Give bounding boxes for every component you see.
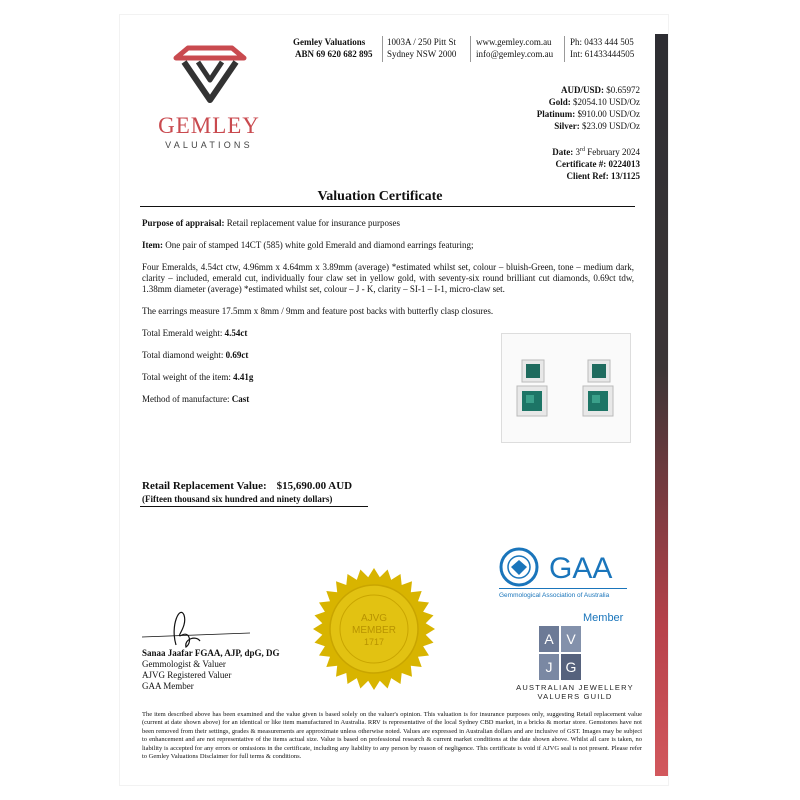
rate-platinum: Platinum: $910.00 USD/Oz [536, 109, 640, 119]
cert-number: Certificate #: 0224013 [555, 159, 640, 169]
header-phone [570, 36, 634, 60]
header-divider [382, 36, 383, 62]
email: info@gemley.com.au [476, 49, 554, 59]
spec-manufacture-method: Method of manufacture: Cast [142, 394, 250, 404]
signature-scribble-icon [140, 605, 260, 650]
logo-name: GEMLEY [158, 113, 260, 138]
header-web [476, 36, 553, 60]
signer-block [142, 648, 280, 692]
address-line-2: Sydney NSW 2000 [387, 49, 457, 59]
spec-emerald-weight: Total Emerald weight: 4.54ct [142, 328, 248, 338]
purpose-line: Purpose of appraisal: Retail replacement value for insurance purposes [142, 218, 400, 228]
signer-name: Sanaa Jaafar FGAA, AJP, dpG, DG [142, 648, 280, 658]
svg-text:G: G [565, 659, 577, 675]
item-description: Four Emeralds, 4.54ct ctw, 4.96mm x 4.64mm x 3.89mm (average) *estimated whilst set, colour – bluish-Green, tone – medium dark, clarity – included, emerald cut, individually four claw set in yellow gold, with seventy-six round brilliant cut diamonds, 0.69ct tdw, 1.38mm diameter (average) *estimated whilst set, colour – J - K, clarity – SI-1 – I-1, micro-claw set. [142, 262, 634, 294]
signer-title-3: GAA Member [142, 681, 194, 691]
header-divider [564, 36, 565, 62]
svg-text:A: A [544, 631, 554, 647]
title-rule [140, 206, 635, 207]
gaa-full-name: Gemmological Association of Australia [499, 592, 610, 599]
page-title: Valuation Certificate [317, 189, 443, 204]
ajvg-name-line-2: VALUERS GUILD [537, 692, 613, 701]
website: www.gemley.com.au [476, 37, 552, 47]
signer-title-2: AJVG Registered Valuer [142, 670, 232, 680]
metal-rates [537, 84, 640, 132]
client-ref: Client Ref: 13/1125 [566, 171, 640, 181]
rate-aud: AUD/USD: $0.65972 [560, 85, 640, 95]
retail-value-words: (Fifteen thousand six hundred and ninety dollars) [142, 494, 333, 504]
gaa-logo [497, 547, 545, 592]
seal-icon [312, 567, 436, 691]
ajvg-name-line-1: AUSTRALIAN JEWELLERY [516, 683, 634, 692]
gaa-member-label: Member [583, 612, 624, 624]
earrings-image [502, 334, 630, 442]
rate-gold: Gold: $2054.10 USD/Oz [548, 97, 640, 107]
header-company [293, 36, 373, 60]
svg-text:J: J [545, 659, 553, 675]
earrings-photo [501, 333, 631, 443]
disclaimer: The item described above has been examined and the value given is based solely on the valuer's opinion. This valuation is for insurance purposes only, suggesting Retail replacement value (current at date shown above) for an identical or like item manufactured in Australia. RRV is representative of the local Sydney CBD market, in a bricks & mortar store. Gemstones have not been removed from their settings, grades & measurements are approximate unless otherwise noted. Values are expressed in Australian dollars and are inclusive of GST. Images may be subject to enhancement and are not representative of the items actual size. Value is based on professional research & current market conditions at the date shown above. Whilst all care is taken, no liability is accepted for any errors or omissions in the certificate, including any liability to any person by reason of negligence. This certificate is void if AJVG seal is not present. Please refer to Gemley Valuations Disclaimer for full terms & conditions. [142, 711, 642, 761]
gaa-abbr: GAA [549, 552, 613, 585]
logo-subtitle: VALUATIONS [165, 140, 253, 150]
ajvg-gold-seal [312, 567, 436, 696]
company-name: Gemley Valuations [293, 37, 366, 47]
phone-intl: Int: 61433444505 [570, 49, 635, 59]
retail-value: Retail Replacement Value: $15,690.00 AUD [142, 480, 353, 492]
address-line-1: 1003A / 250 Pitt St [387, 37, 457, 47]
svg-text:V: V [566, 631, 576, 647]
svg-text:AJVG: AJVG [360, 613, 388, 624]
cert-date: Date: 3rd February 2024 [552, 147, 640, 157]
gemley-logo [150, 44, 270, 106]
ajvg-blocks-icon [539, 626, 601, 682]
rate-silver: Silver: $23.09 USD/Oz [554, 121, 640, 131]
spec-diamond-weight: Total diamond weight: 0.69ct [142, 350, 249, 360]
company-abn: ABN 69 620 682 895 [295, 49, 373, 59]
ajvg-logo [539, 626, 601, 687]
svg-text:1717: 1717 [363, 637, 385, 647]
gaa-divider [499, 588, 627, 589]
certificate-info [552, 144, 640, 182]
signer-title-1: Gemmologist & Valuer [142, 659, 226, 669]
header-address [387, 36, 456, 60]
gaa-globe-icon [497, 547, 545, 587]
retail-value-rule [140, 506, 368, 507]
item-measurements: The earrings measure 17.5mm x 8mm / 9mm and feature post backs with butterfly clasp closures. [142, 306, 494, 316]
header-divider [470, 36, 471, 62]
diamond-logo-icon [170, 44, 250, 106]
phone: Ph: 0433 444 505 [570, 37, 634, 47]
accent-sidebar [655, 34, 668, 776]
item-line: Item: One pair of stamped 14CT (585) white gold Emerald and diamond earrings featuring; [142, 240, 474, 250]
svg-text:MEMBER: MEMBER [352, 625, 396, 636]
spec-total-weight: Total weight of the item: 4.41g [142, 372, 254, 382]
